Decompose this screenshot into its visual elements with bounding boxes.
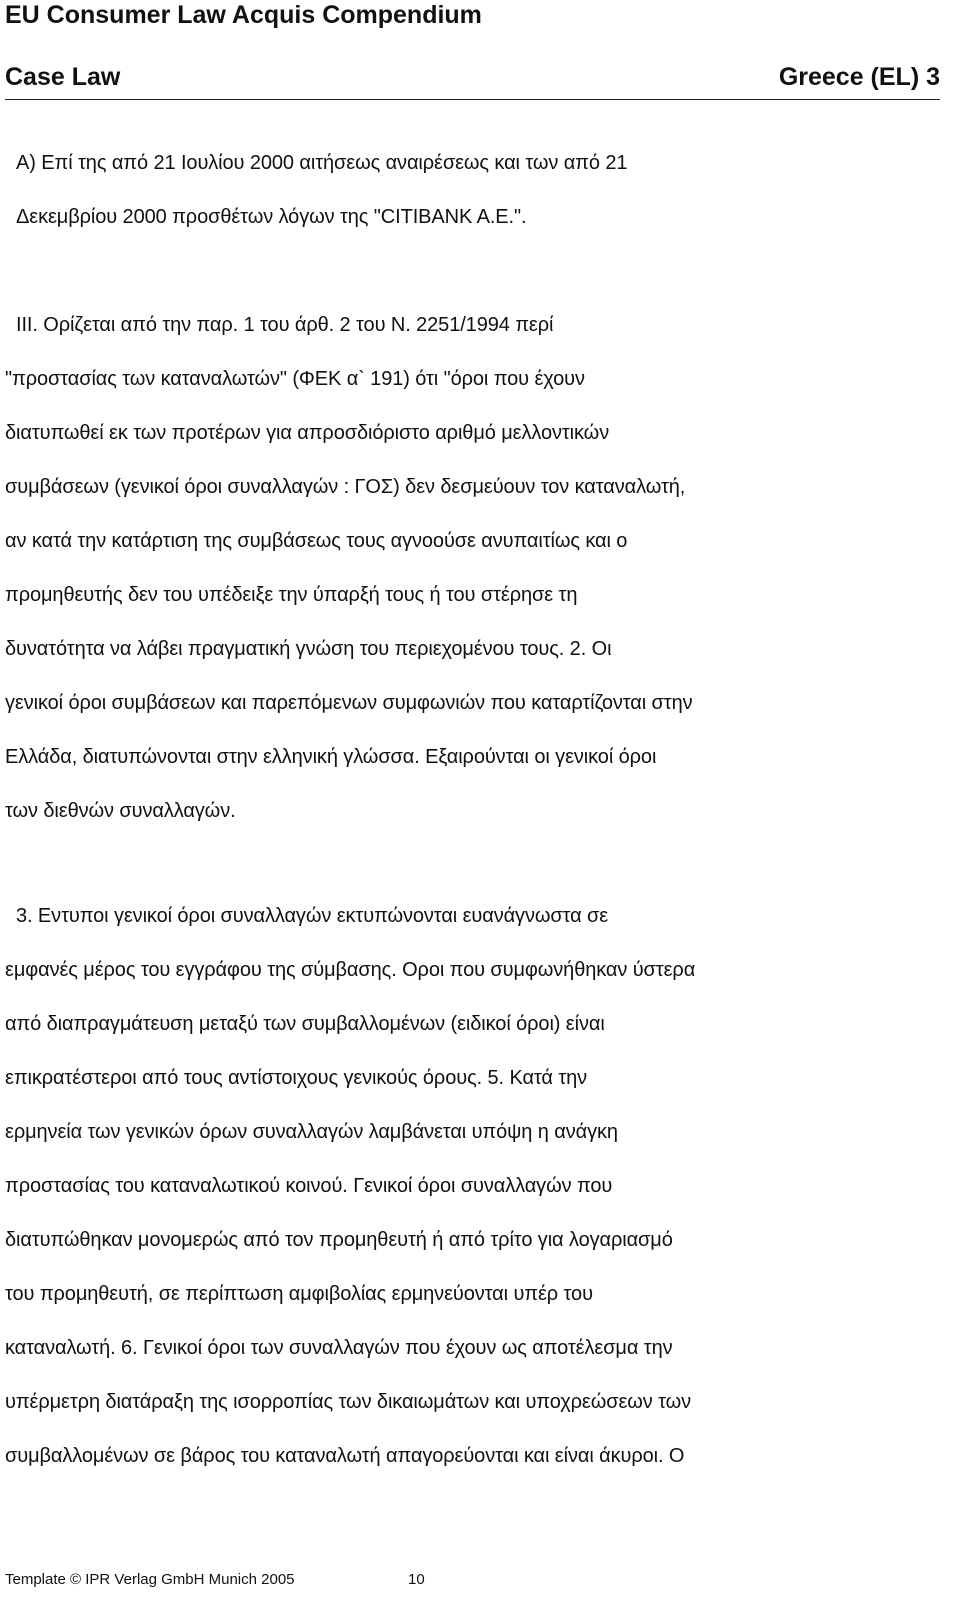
document-title: EU Consumer Law Acquis Compendium — [5, 1, 482, 29]
text-line: καταναλωτή. 6. Γενικοί όροι των συναλλαγών που έχουν ως αποτέλεσμα την — [5, 1337, 673, 1359]
text-line: Ελλάδα, διατυπώνονται στην ελληνική γλώσσα. Εξαιρούνται οι γενικοί όροι — [5, 746, 657, 768]
text-line: προστασίας του καταναλωτικού κοινού. Γενικοί όροι συναλλαγών που — [5, 1175, 613, 1197]
text-line: του προμηθευτή, σε περίπτωση αμφιβολίας ερμηνεύονται υπέρ του — [5, 1283, 593, 1305]
text-line: III. Ορίζεται από την παρ. 1 του άρθ. 2 του Ν. 2251/1994 περί — [16, 314, 554, 336]
text-line: συμβάσεων (γενικοί όροι συναλλαγών : ΓΟΣ) δεν δεσμεύουν τον καταναλωτή, — [5, 476, 686, 498]
text-line: 3. Εντυποι γενικοί όροι συναλλαγών εκτυπώνονται ευανάγνωστα σε — [16, 905, 609, 927]
text-line: επικρατέστεροι από τους αντίστοιχους γενικούς όρους. 5. Κατά την — [5, 1067, 588, 1089]
text-line: προμηθευτής δεν του υπέδειξε την ύπαρξή τους ή του στέρησε τη — [5, 584, 578, 606]
text-line: συμβαλλομένων σε βάρος του καταναλωτή απαγορεύονται και είναι άκυροι. Ο — [5, 1445, 685, 1467]
text-line: δυνατότητα να λάβει πραγματική γνώση του περιεχομένου τους. 2. Οι — [5, 638, 612, 660]
text-line: διατυπωθεί εκ των προτέρων για απροσδιόριστο αριθμό μελλοντικών — [5, 422, 610, 444]
text-line: διατυπώθηκαν μονομερώς από τον προμηθευτή ή από τρίτο για λογαριασμό — [5, 1229, 673, 1251]
text-line: αν κατά την κατάρτιση της συμβάσεως τους αγνοούσε ανυπαιτίως και ο — [5, 530, 628, 552]
text-line: υπέρμετρη διατάραξη της ισορροπίας των δικαιωμάτων και υποχρεώσεων των — [5, 1391, 692, 1413]
text-line: γενικοί όροι συμβάσεων και παρεπόμενων συμφωνιών που καταρτίζονται στην — [5, 692, 693, 714]
text-line: των διεθνών συναλλαγών. — [5, 800, 236, 822]
section-heading: Case Law — [5, 63, 121, 91]
footer-copyright: Template © IPR Verlag GmbH Munich 2005 — [5, 1571, 295, 1588]
country-page-heading: Greece (EL) 3 — [778, 63, 940, 91]
footer-page-number: 10 — [408, 1571, 425, 1588]
text-line: εμφανές μέρος του εγγράφου της σύμβασης. Οροι που συμφωνήθηκαν ύστερα — [5, 959, 696, 981]
text-line: ερμηνεία των γενικών όρων συναλλαγών λαμβάνεται υπόψη η ανάγκη — [5, 1121, 618, 1143]
text-line: A) Επί της από 21 Ιουλίου 2000 αιτήσεως αναιρέσεως και των από 21 — [16, 152, 628, 174]
text-line: από διαπραγμάτευση μεταξύ των συμβαλλομένων (ειδικοί όροι) είναι — [5, 1013, 605, 1035]
text-line: "προστασίας των καταναλωτών" (ΦΕΚ α` 191) ότι "όροι που έχουν — [5, 368, 585, 390]
text-line: Δεκεμβρίου 2000 προσθέτων λόγων της "CITIBANK A.E.". — [16, 206, 527, 228]
header-divider — [5, 99, 940, 100]
